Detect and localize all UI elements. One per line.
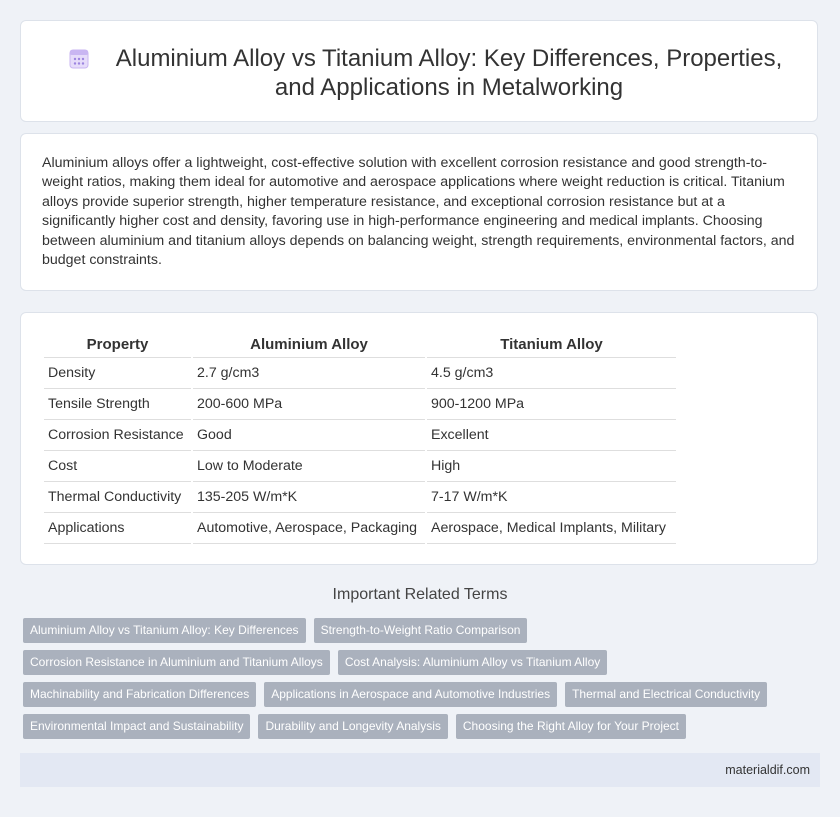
table-row xyxy=(44,389,676,420)
table-cell: Automotive, Aerospace, Packaging xyxy=(193,513,425,544)
table-cell: 7-17 W/m*K xyxy=(427,482,676,513)
table-cell: Excellent xyxy=(427,420,676,451)
table-cell: Density xyxy=(44,358,191,389)
table-cell: 900-1200 MPa xyxy=(427,389,676,420)
page-title: Aluminium Alloy vs Titanium Alloy: Key Differences, Properties, and Applications in Metalworking xyxy=(115,45,783,101)
column-header-titanium: Titanium Alloy xyxy=(427,332,676,358)
column-header-aluminium: Aluminium Alloy xyxy=(193,332,425,358)
table-cell: Aerospace, Medical Implants, Military xyxy=(427,513,676,544)
table-header-row xyxy=(44,332,676,358)
column-header-property: Property xyxy=(44,332,191,358)
table-cell: Low to Moderate xyxy=(193,451,425,482)
table-cell: 200-600 MPa xyxy=(193,389,425,420)
comparison-table-card xyxy=(20,312,818,565)
related-term-tag[interactable]: Thermal and Electrical Conductivity xyxy=(565,682,767,707)
table-cell: High xyxy=(427,451,676,482)
table-row xyxy=(44,451,676,482)
table-row xyxy=(44,420,676,451)
table-cell: 4.5 g/cm3 xyxy=(427,358,676,389)
table-cell: Corrosion Resistance xyxy=(44,420,191,451)
comparison-table xyxy=(42,332,678,544)
related-term-tag[interactable]: Machinability and Fabrication Differences xyxy=(23,682,256,707)
table-row xyxy=(44,482,676,513)
table-row xyxy=(44,358,676,389)
footer-brand: materialdif.com xyxy=(725,763,810,777)
table-cell: 2.7 g/cm3 xyxy=(193,358,425,389)
table-cell: Good xyxy=(193,420,425,451)
footer xyxy=(20,753,820,787)
related-term-tag[interactable]: Applications in Aerospace and Automotive Industries xyxy=(264,682,557,707)
intro-card xyxy=(20,133,818,291)
table-cell: Tensile Strength xyxy=(44,389,191,420)
table-cell: 135-205 W/m*K xyxy=(193,482,425,513)
related-term-tag[interactable]: Aluminium Alloy vs Titanium Alloy: Key Differences xyxy=(23,618,306,643)
table-row xyxy=(44,513,676,544)
related-terms-title: Important Related Terms xyxy=(332,586,508,603)
related-term-tag[interactable]: Cost Analysis: Aluminium Alloy vs Titanium Alloy xyxy=(338,650,607,675)
related-term-tag[interactable]: Choosing the Right Alloy for Your Project xyxy=(456,714,686,739)
related-term-tag[interactable]: Strength-to-Weight Ratio Comparison xyxy=(314,618,528,643)
table-cell: Cost xyxy=(44,451,191,482)
related-term-tag[interactable]: Corrosion Resistance in Aluminium and Titanium Alloys xyxy=(23,650,330,675)
table-cell: Thermal Conductivity xyxy=(44,482,191,513)
header-card xyxy=(20,20,818,122)
related-term-tag[interactable]: Durability and Longevity Analysis xyxy=(258,714,447,739)
related-terms-list xyxy=(23,618,803,739)
table-cell: Applications xyxy=(44,513,191,544)
calendar-icon xyxy=(67,47,91,71)
intro-paragraph: Aluminium alloys offer a lightweight, cost-effective solution with excellent corrosion resistance and good strength-to-weight ratios, making them ideal for automotive and aerospace applications where weight reduction is critical. Titanium alloys provide superior strength, higher temperature resistance, and exceptional corrosion resistance but at a significantly higher cost and density, favoring use in high-performance engineering and medical implants. Choosing between aluminium and titanium alloys depends on balancing weight, strength requirements, environmental factors, and budget constraints. xyxy=(42,155,795,269)
related-term-tag[interactable]: Environmental Impact and Sustainability xyxy=(23,714,250,739)
